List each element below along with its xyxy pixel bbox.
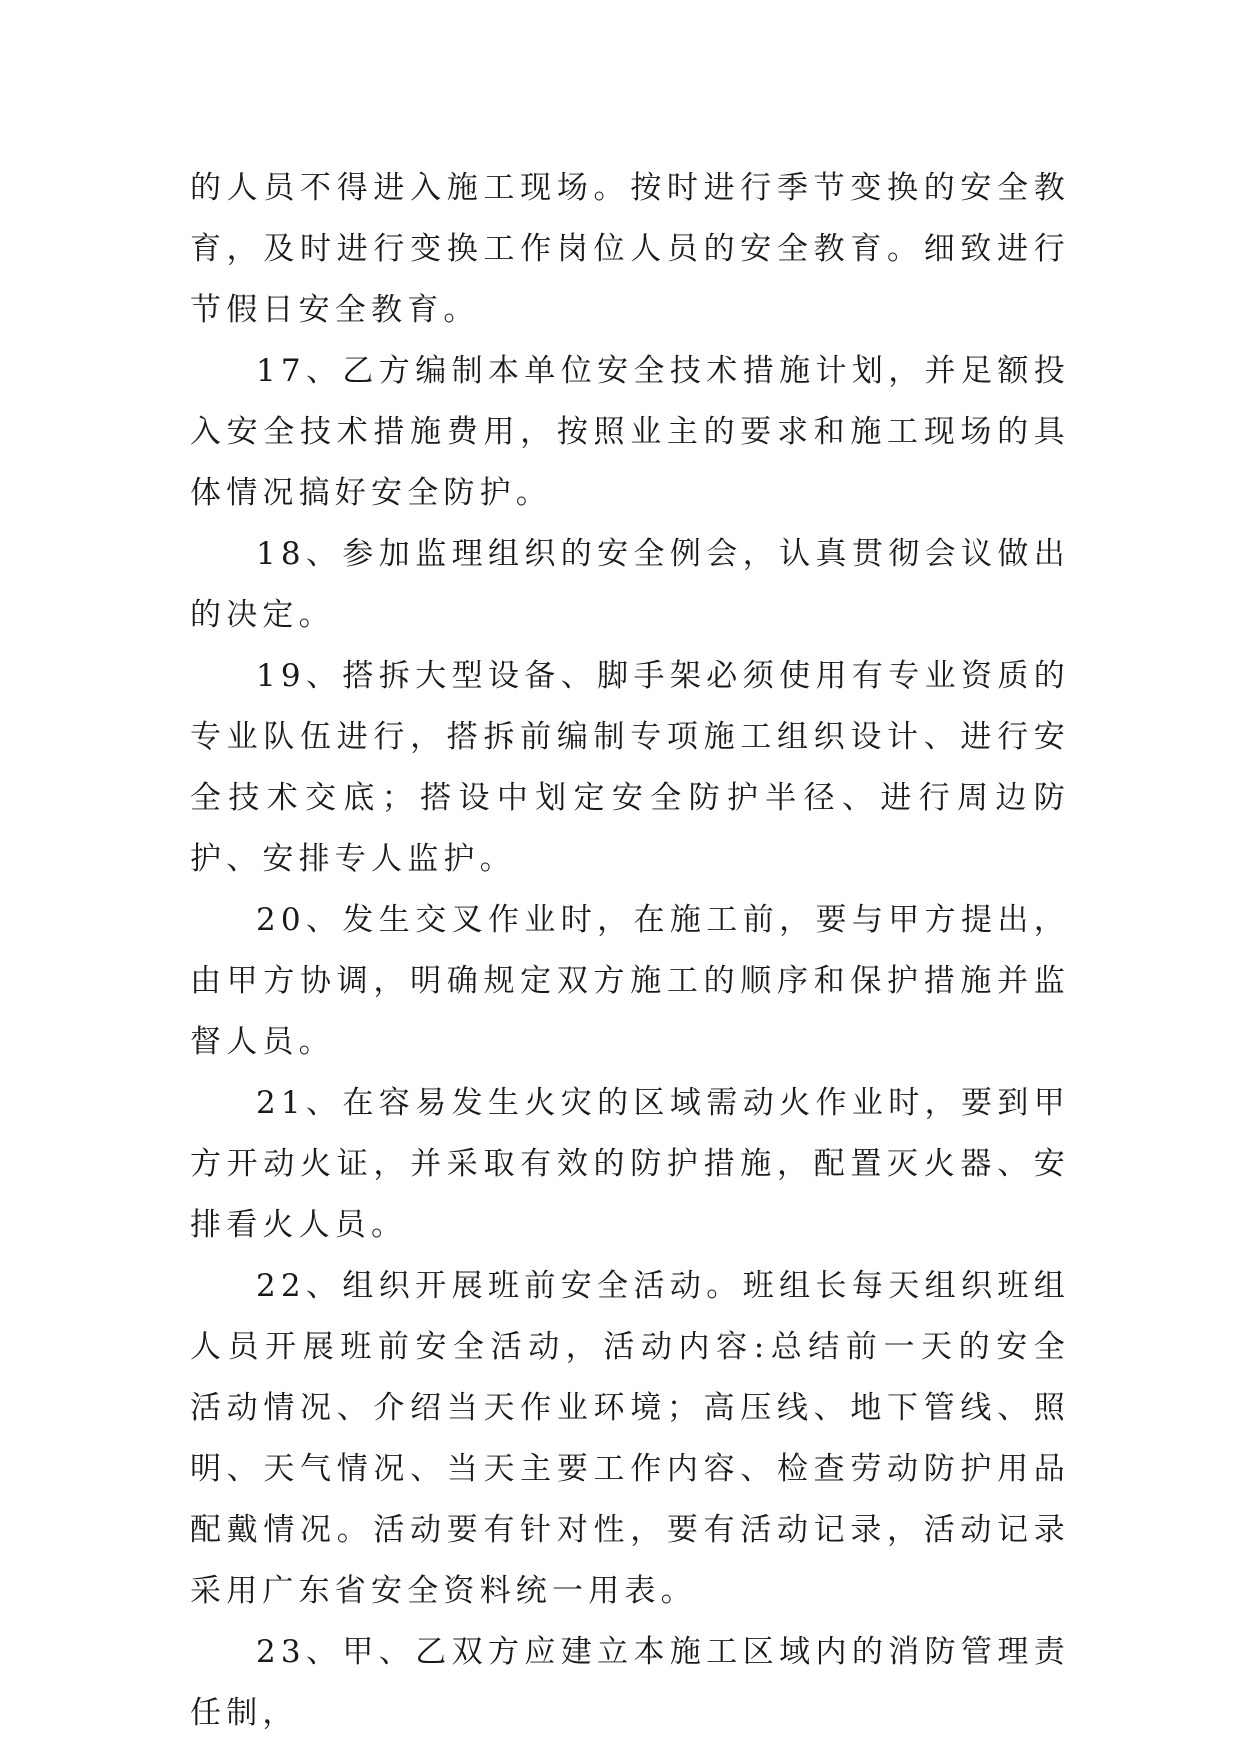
document-page	[190, 158, 1070, 1744]
paragraph-item-23: 23、甲、乙双方应建立本施工区域内的消防管理责任制，	[190, 1634, 1070, 1731]
paragraph-item-21: 21、在容易发生火灾的区域需动火作业时，要到甲方开动火证，并采取有效的防护措施，配置灭火器、安排看火人员。	[190, 1085, 1070, 1243]
paragraph-continuation: 的人员不得进入施工现场。按时进行季节变换的安全教育，及时进行变换工作岗位人员的安全教育。细致进行节假日安全教育。	[190, 170, 1070, 328]
paragraph-item-17: 17、乙方编制本单位安全技术措施计划，并足额投入安全技术措施费用，按照业主的要求和施工现场的具体情况搞好安全防护。	[190, 353, 1070, 511]
paragraph-item-18: 18、参加监理组织的安全例会，认真贯彻会议做出的决定。	[190, 536, 1070, 633]
paragraph-item-19: 19、搭拆大型设备、脚手架必须使用有专业资质的专业队伍进行，搭拆前编制专项施工组织设计、进行安全技术交底；搭设中划定安全防护半径、进行周边防护、安排专人监护。	[190, 658, 1070, 877]
paragraph-item-22: 22、组织开展班前安全活动。班组长每天组织班组人员开展班前安全活动，活动内容:总结前一天的安全活动情况、介绍当天作业环境；高压线、地下管线、照明、天气情况、当天主要工作内容、检查劳动防护用品配戴情况。活动要有针对性，要有活动记录，活动记录采用广东省安全资料统一用表。	[190, 1268, 1070, 1609]
paragraph-item-20: 20、发生交叉作业时，在施工前，要与甲方提出，由甲方协调，明确规定双方施工的顺序和保护措施并监督人员。	[190, 902, 1070, 1060]
